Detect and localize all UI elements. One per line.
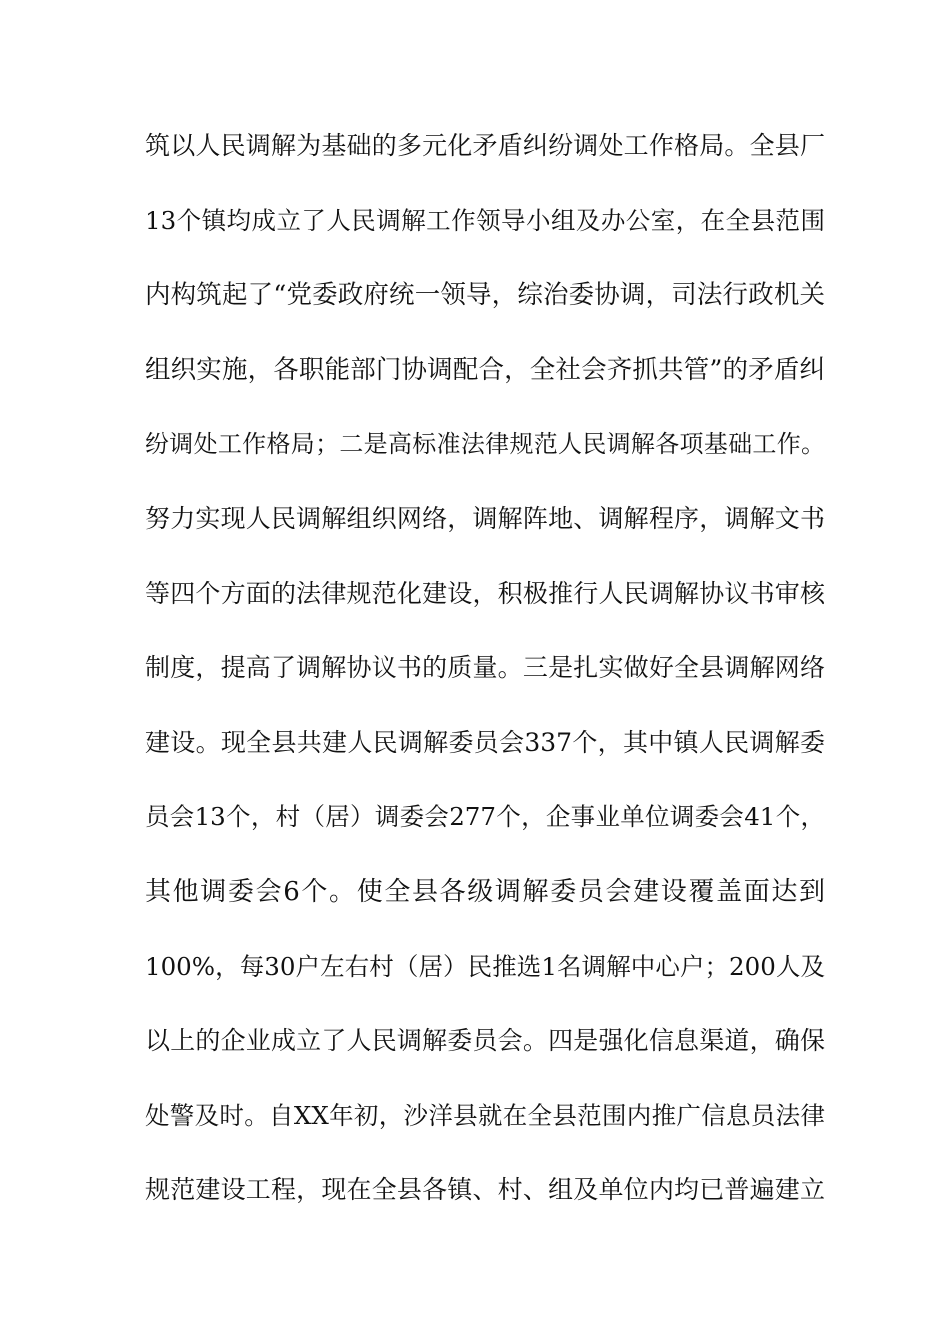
text-line: 组织实施，各职能部门协调配合，全社会齐抓共管”的矛盾纠 — [145, 354, 825, 385]
text-line: 其他调委会6个。使全县各级调解委员会建设覆盖面达到 — [145, 876, 825, 907]
text-line: 努力实现人民调解组织网络，调解阵地、调解程序，调解文书 — [145, 503, 825, 533]
text-line: 等四个方面的法律规范化建设，积极推行人民调解协议书审核 — [145, 578, 825, 608]
text-line: 纷调处工作格局；二是高标准法律规范人民调解各项基础工作。 — [145, 430, 825, 459]
text-line: 建设。现全县共建人民调解委员会337个，其中镇人民调解委 — [145, 727, 825, 757]
text-line: 处警及时。自XX年初，沙洋县就在全县范围内推广信息员法律 — [145, 1100, 825, 1130]
text-line: 筑以人民调解为基础的多元化矛盾纠纷调处工作格局。全县厂 — [145, 131, 825, 160]
body-text — [145, 131, 825, 1250]
text-line: 内构筑起了“党委政府统一领导，综治委协调，司法行政机关 — [145, 280, 825, 311]
text-line: 以上的企业成立了人民调解委员会。四是强化信息渠道，确保 — [145, 1026, 825, 1056]
text-line: 规范建设工程，现在全县各镇、村、组及单位内均已普遍建立 — [145, 1175, 825, 1205]
text-line: 100%，每30户左右村（居）民推选1名调解中心户；200人及 — [145, 951, 825, 981]
text-line: 13个镇均成立了人民调解工作领导小组及办公室，在全县范围 — [145, 205, 825, 235]
text-line: 制度，提高了调解协议书的质量。三是扎实做好全县调解网络 — [145, 653, 825, 683]
text-line: 员会13个，村（居）调委会277个，企事业单位调委会41个， — [145, 802, 825, 832]
